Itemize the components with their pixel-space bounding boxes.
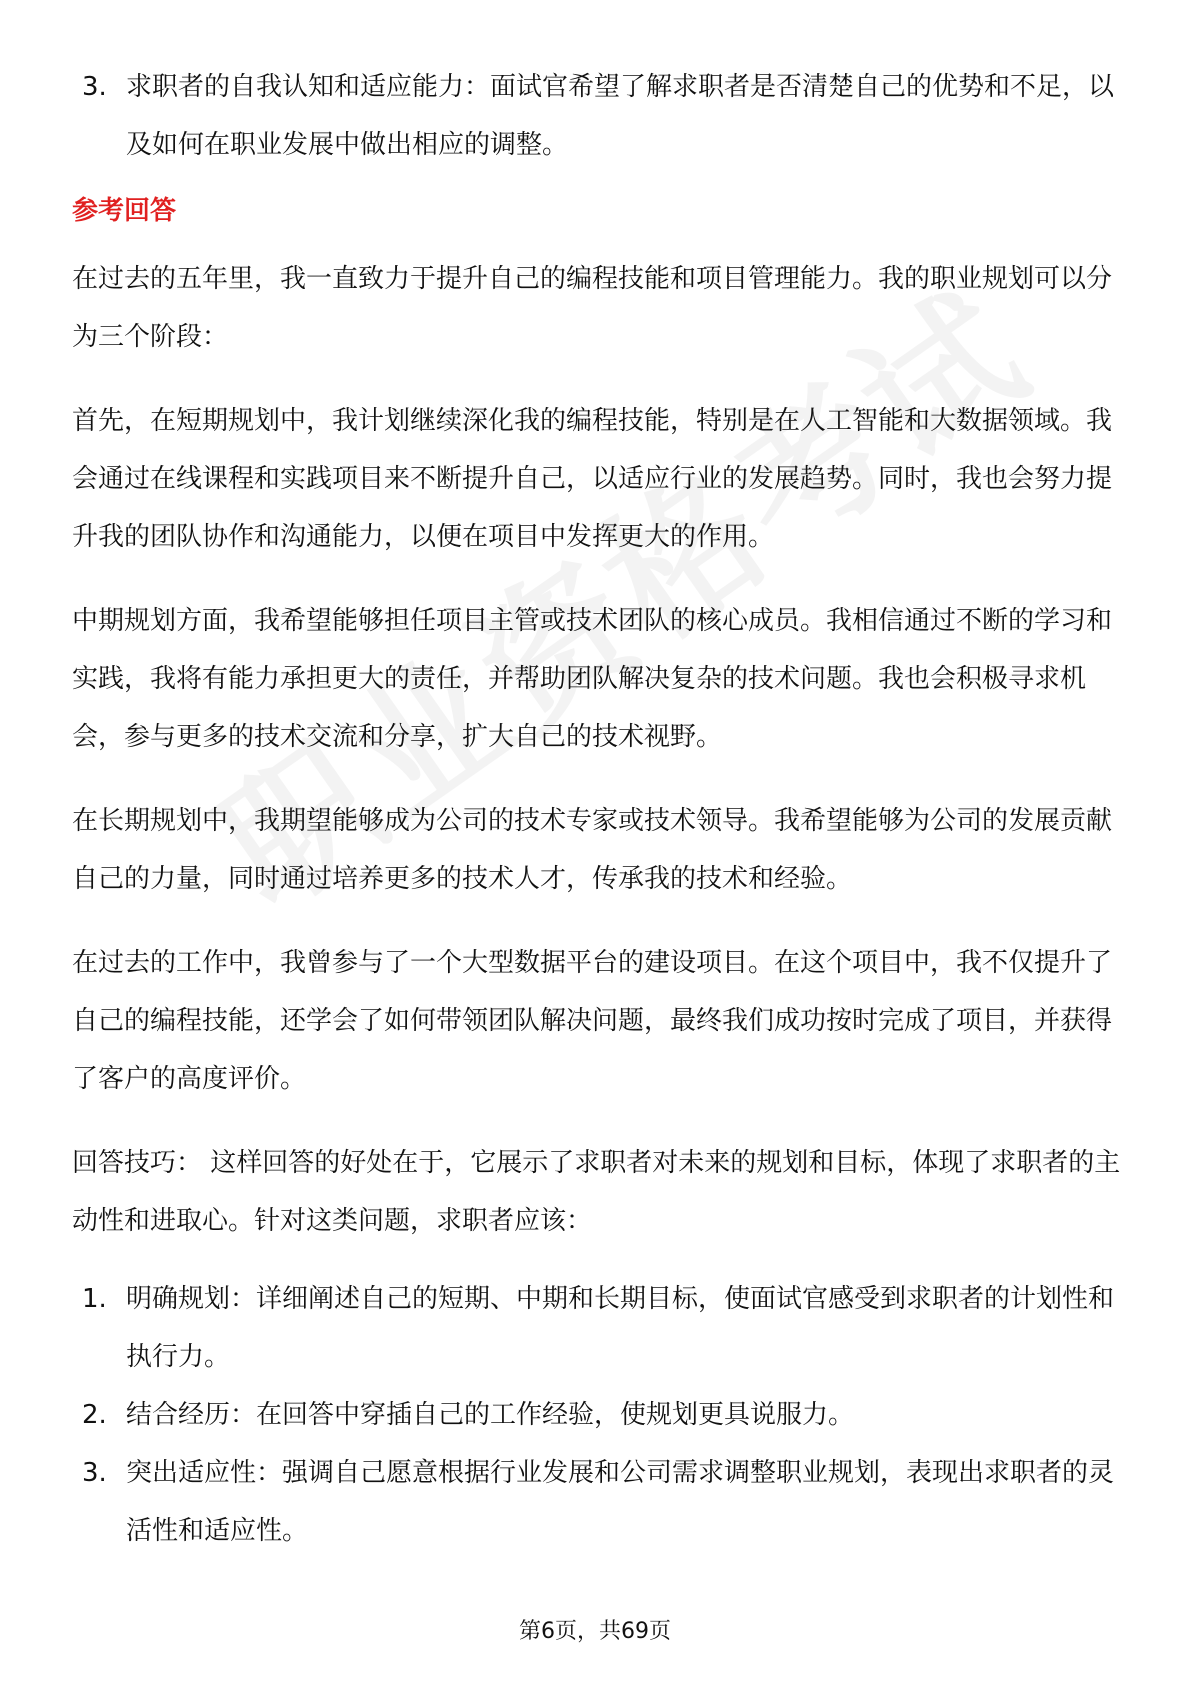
list-item	[72, 1444, 1122, 1560]
list-item	[72, 58, 1122, 174]
list-number: 3.	[82, 72, 107, 102]
list-number: 1.	[82, 1284, 107, 1314]
list-item	[72, 1270, 1122, 1386]
list-text: 结合经历：在回答中穿插自己的工作经验，使规划更具说服力。	[126, 1400, 855, 1430]
list-text: 明确规划：详细阐述自己的短期、中期和长期目标，使面试官感受到求职者的计划性和执行力。	[126, 1284, 1115, 1372]
document-body	[72, 58, 1122, 1560]
section-heading: 参考回答	[72, 196, 177, 226]
paragraph: 在过去的工作中，我曾参与了一个大型数据平台的建设项目。在这个项目中，我不仅提升了自己的编程技能，还学会了如何带领团队解决问题，最终我们成功按时完成了项目，并获得了客户的高度评价。	[72, 948, 1113, 1094]
page-footer: 第6页，共69页	[519, 1619, 671, 1644]
list-number: 3.	[82, 1458, 107, 1488]
paragraph: 中期规划方面，我希望能够担任项目主管或技术团队的核心成员。我相信通过不断的学习和实践，我将有能力承担更大的责任，并帮助团队解决复杂的技术问题。我也会积极寻求机会，参与更多的技术交流和分享，扩大自己的技术视野。	[72, 606, 1113, 752]
intro-list	[72, 58, 1122, 174]
paragraph: 在长期规划中，我期望能够成为公司的技术专家或技术领导。我希望能够为公司的发展贡献自己的力量，同时通过培养更多的技术人才，传承我的技术和经验。	[72, 806, 1113, 894]
list-number: 2.	[82, 1400, 107, 1430]
list-item	[72, 1386, 1122, 1444]
paragraph: 首先，在短期规划中，我计划继续深化我的编程技能，特别是在人工智能和大数据领域。我会通过在线课程和实践项目来不断提升自己，以适应行业的发展趋势。同时，我也会努力提升我的团队协作和沟通能力，以便在项目中发挥更大的作用。	[72, 406, 1113, 552]
paragraph: 在过去的五年里，我一直致力于提升自己的编程技能和项目管理能力。我的职业规划可以分为三个阶段：	[72, 264, 1113, 352]
list-text: 突出适应性：强调自己愿意根据行业发展和公司需求调整职业规划，表现出求职者的灵活性和适应性。	[126, 1458, 1115, 1546]
tips-paragraph: 回答技巧： 这样回答的好处在于，它展示了求职者对未来的规划和目标，体现了求职者的主动性和进取心。针对这类问题，求职者应该：	[72, 1148, 1121, 1236]
tips-list	[72, 1270, 1122, 1560]
list-text: 求职者的自我认知和适应能力：面试官希望了解求职者是否清楚自己的优势和不足，以及如何在职业发展中做出相应的调整。	[126, 72, 1115, 160]
